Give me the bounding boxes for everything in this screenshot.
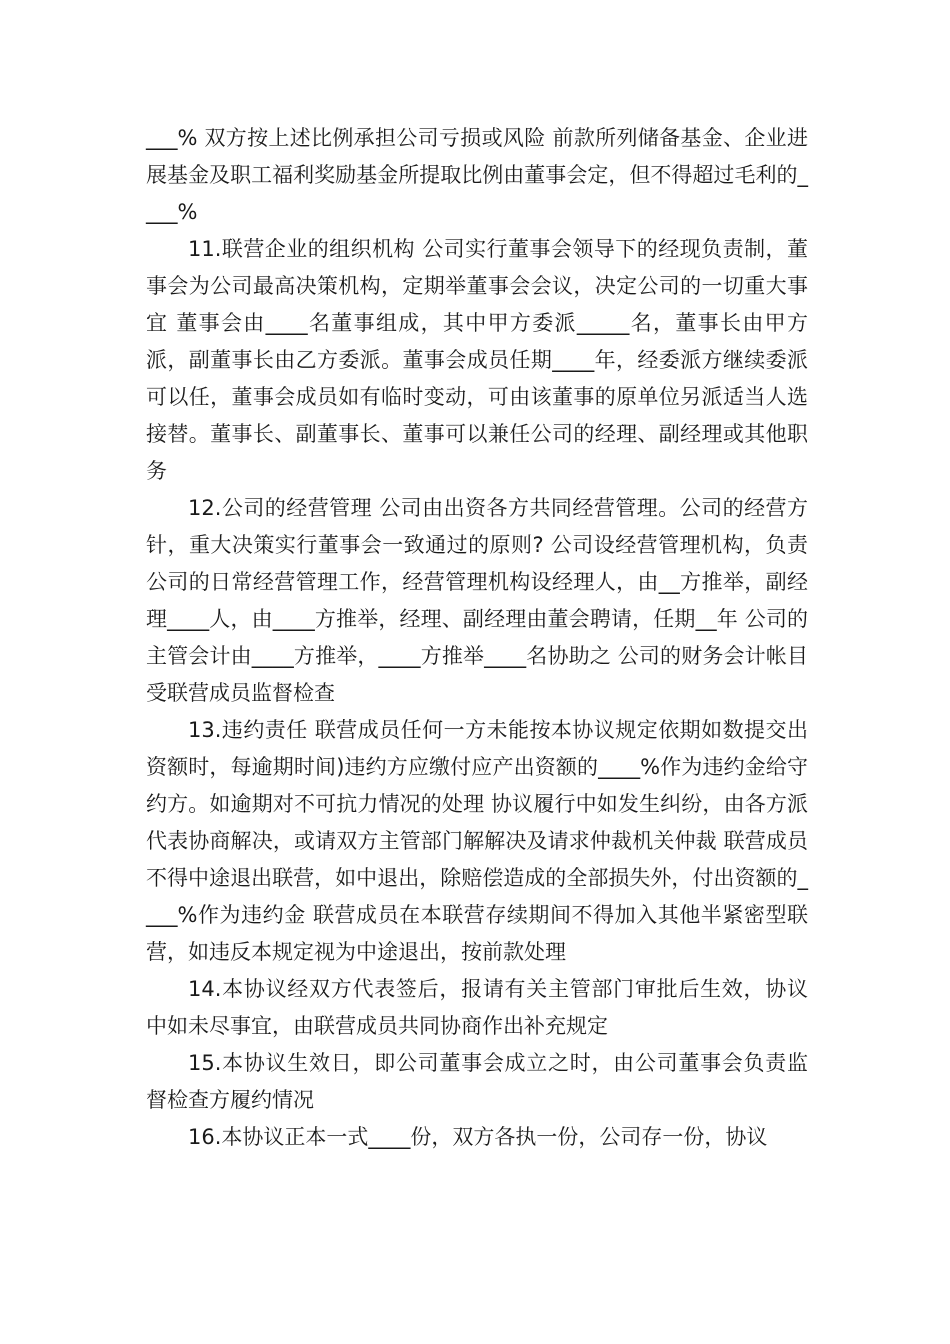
paragraph-12-management: 12.公司的经营管理 公司由出资各方共同经营管理。公司的经营方针，重大决策实行董事会一致通过的原则? 公司设经营管理机构，负责公司的日常经营管理工作，经营管理机构设经理人，由__方推举，副经理____人，由____方推举，经理、副经理由董会聘请，任期__年 公司的主管会计由____方推举，____方推举____名协助之 公司的财务会计帐目受联营成员监督检查 <box>146 496 808 705</box>
paragraph-profit-sharing-continued: ___% 双方按上述比例承担公司亏损或风险 前款所列储备基金、企业进展基金及职工福利奖励基金所提取比例由董事会定，但不得超过毛利的____% <box>146 126 808 224</box>
paragraph-16-copies: 16.本协议正本一式____份，双方各执一份，公司存一份，协议 <box>188 1125 768 1149</box>
document-body <box>146 120 808 1156</box>
paragraph-14-effectiveness: 14.本协议经双方代表签后，报请有关主管部门审批后生效，协议中如未尽事宜，由联营成员共同协商作出补充规定 <box>146 977 808 1038</box>
paragraph-13-liability: 13.违约责任 联营成员任何一方未能按本协议规定依期如数提交出资额时，每逾期时间)违约方应缴付应产出资额的____%作为违约金给守约方。如逾期对不可抗力情况的处理 协议履行中如发生纠纷，由各方派代表协商解决，或请双方主管部门解解决及请求仲裁机关仲裁 联营成员不得中途退出联营，如中退出，除赔偿造成的全部损失外，付出资额的____%作为违约金 联营成员在本联营存续期间不得加入其他半紧密型联营，如违反本规定视为中途退出，按前款处理 <box>146 718 808 964</box>
paragraph-15-effective-date: 15.本协议生效日，即公司董事会成立之时，由公司董事会负责监督检查方履约情况 <box>146 1051 808 1112</box>
paragraph-11-organization: 11.联营企业的组织机构 公司实行董事会领导下的经现负责制，董事会为公司最高决策机构，定期举董事会会议，决定公司的一切重大事宜 董事会由____名董事组成，其中甲方委派_____名，董事长由甲方派，副董事长由乙方委派。董事会成员任期____年，经委派方继续委派可以任，董事会成员如有临时变动，可由该董事的原单位另派适当人选接替。董事长、副董事长、董事可以兼任公司的经理、副经理或其他职务 <box>146 237 808 483</box>
